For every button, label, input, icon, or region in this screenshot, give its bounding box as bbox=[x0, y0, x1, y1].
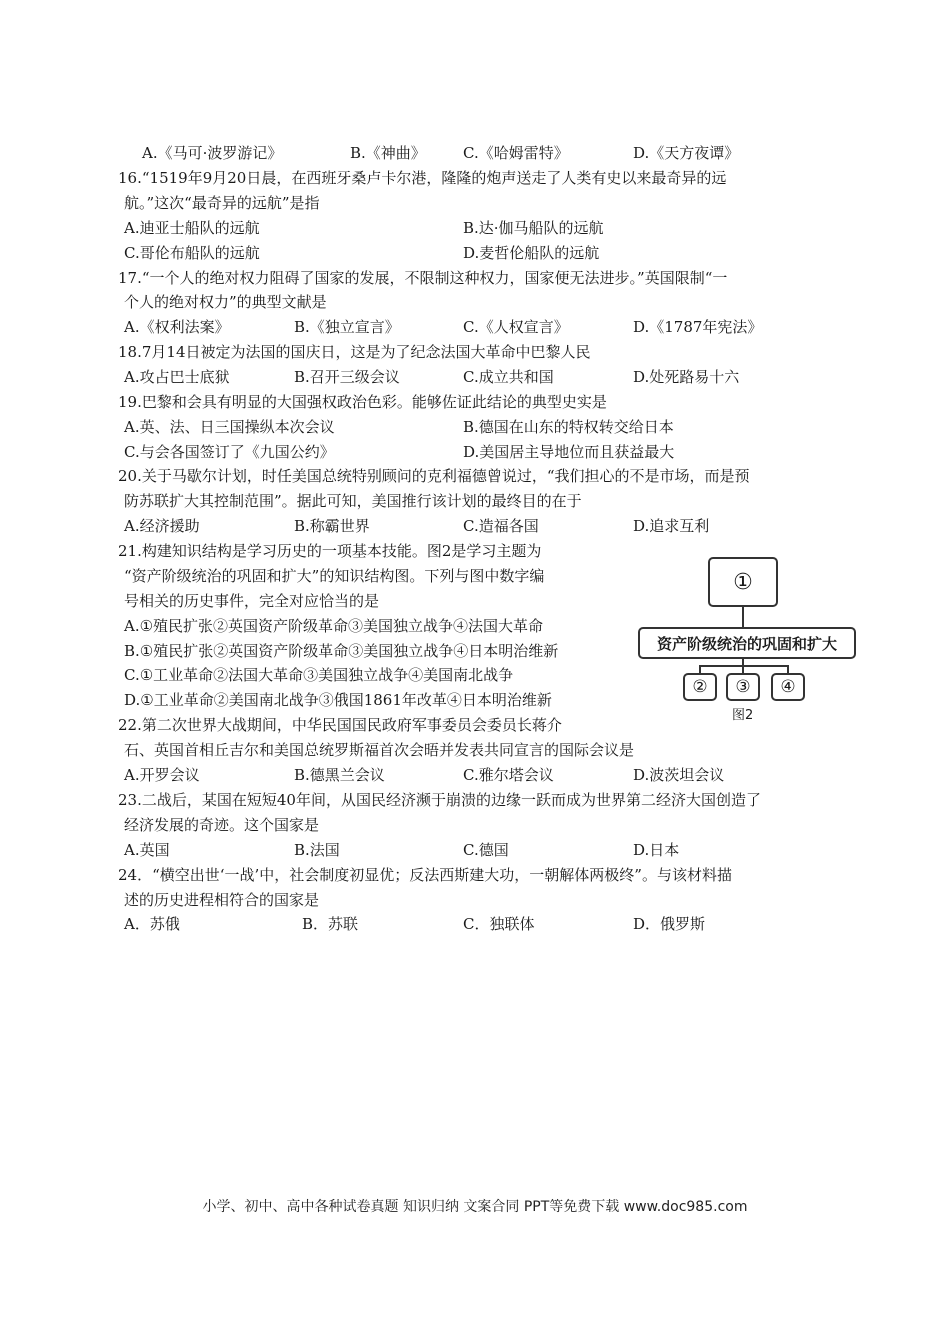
q23-option-d: D.日本 bbox=[633, 841, 680, 859]
figure-connector-middle bbox=[742, 665, 744, 673]
figure-bottom-box-3: ③ bbox=[726, 673, 760, 701]
figure-middle-box: 资产阶级统治的巩固和扩大 bbox=[638, 627, 856, 659]
q23-option-b: B.法国 bbox=[294, 841, 340, 859]
q20-option-a: A.经济援助 bbox=[124, 517, 200, 535]
q24-stem-line2: 述的历史进程相符合的国家是 bbox=[124, 891, 320, 909]
q19-option-b: B.德国在山东的特权转交给日本 bbox=[463, 418, 674, 436]
q22-option-c: C.雅尔塔会议 bbox=[463, 766, 554, 784]
q15-option-a: A.《马可·波罗游记》 bbox=[142, 144, 283, 162]
q23-stem-line2: 经济发展的奇迹。这个国家是 bbox=[124, 816, 320, 834]
q17-option-c: C.《人权宣言》 bbox=[463, 318, 569, 336]
q19-option-d: D.美国居主导地位而且获益最大 bbox=[463, 443, 675, 461]
q15-option-c: C.《哈姆雷特》 bbox=[463, 144, 569, 162]
q22-stem-line1: 22.第二次世界大战期间，中华民国国民政府军事委员会委员长蒋介 bbox=[118, 716, 562, 734]
figure-connector-horizontal bbox=[699, 665, 789, 667]
figure-connector-top bbox=[742, 607, 744, 627]
q20-stem-line1: 20.关于马歇尔计划，时任美国总统特别顾问的克利福德曾说过，“我们担心的不是市场，而是预 bbox=[118, 467, 750, 485]
figure-bottom-box-2: ② bbox=[683, 673, 717, 701]
q16-option-a: A.迪亚士船队的远航 bbox=[124, 219, 260, 237]
q24-option-c: C．独联体 bbox=[463, 915, 535, 933]
q22-option-a: A.开罗会议 bbox=[124, 766, 200, 784]
q15-option-b: B.《神曲》 bbox=[350, 144, 426, 162]
q18-option-a: A.攻占巴士底狱 bbox=[124, 368, 230, 386]
q21-option-d: D.①工业革命②美国南北战争③俄国1861年改革④日本明治维新 bbox=[124, 691, 552, 709]
q22-option-b: B.德黑兰会议 bbox=[294, 766, 385, 784]
q20-option-b: B.称霸世界 bbox=[294, 517, 370, 535]
q24-option-d: D．俄罗斯 bbox=[633, 915, 706, 933]
q22-stem-line2: 石、英国首相丘吉尔和美国总统罗斯福首次会晤并发表共同宣言的国际会议是 bbox=[124, 741, 635, 759]
q18-option-d: D.处死路易十六 bbox=[633, 368, 740, 386]
q21-stem-line1: 21.构建知识结构是学习历史的一项基本技能。图2是学习主题为 bbox=[118, 542, 542, 560]
q18-option-c: C.成立共和国 bbox=[463, 368, 554, 386]
q23-stem-line1: 23.二战后，某国在短短40年间，从国民经济濒于崩溃的边缘一跃而成为世界第二经济大国创造了 bbox=[118, 791, 761, 809]
q16-stem-line2: 航。”这次“最奇异的远航”是指 bbox=[124, 194, 320, 212]
q16-stem-line1: 16.“1519年9月20日晨，在西班牙桑卢卡尔港，隆隆的炮声送走了人类有史以来最奇异的远 bbox=[118, 169, 727, 187]
q20-stem-line2: 防苏联扩大其控制范围”。据此可知，美国推行该计划的最终目的在于 bbox=[124, 492, 582, 510]
q18-option-b: B.召开三级会议 bbox=[294, 368, 400, 386]
q21-option-b: B.①殖民扩张②英国资产阶级革命③美国独立战争④日本明治维新 bbox=[124, 642, 559, 660]
q19-stem-line1: 19.巴黎和会具有明显的大国强权政治色彩。能够佐证此结论的典型史实是 bbox=[118, 393, 607, 411]
q21-option-c: C.①工业革命②法国大革命③美国独立战争④美国南北战争 bbox=[124, 666, 514, 684]
q23-option-c: C.德国 bbox=[463, 841, 509, 859]
q19-option-a: A.英、法、日三国操纵本次会议 bbox=[124, 418, 335, 436]
q19-option-c: C.与会各国签订了《九国公约》 bbox=[124, 443, 335, 461]
q18-stem-line1: 18.7月14日被定为法国的国庆日，这是为了纪念法国大革命中巴黎人民 bbox=[118, 343, 591, 361]
figure-bottom-box-4: ④ bbox=[771, 673, 805, 701]
q17-option-b: B.《独立宣言》 bbox=[294, 318, 400, 336]
figure-connector-left bbox=[699, 665, 701, 673]
q15-option-d: D.《天方夜谭》 bbox=[633, 144, 740, 162]
q16-option-c: C.哥伦布船队的远航 bbox=[124, 244, 260, 262]
figure-caption: 图2 bbox=[732, 708, 754, 723]
q21-option-a: A.①殖民扩张②英国资产阶级革命③美国独立战争④法国大革命 bbox=[124, 617, 544, 635]
knowledge-structure-figure bbox=[636, 553, 858, 723]
q16-option-d: D.麦哲伦船队的远航 bbox=[463, 244, 600, 262]
q21-stem-line3: 号相关的历史事件，完全对应恰当的是 bbox=[124, 592, 380, 610]
q23-option-a: A.英国 bbox=[124, 841, 170, 859]
figure-connector-right bbox=[787, 665, 789, 673]
q17-option-a: A.《权利法案》 bbox=[124, 318, 230, 336]
q24-option-a: A．苏俄 bbox=[124, 915, 180, 933]
q20-option-c: C.造福各国 bbox=[463, 517, 539, 535]
q17-option-d: D.《1787年宪法》 bbox=[633, 318, 763, 336]
q24-option-b: B．苏联 bbox=[302, 915, 359, 933]
q20-option-d: D.追求互利 bbox=[633, 517, 710, 535]
page-footer: 小学、初中、高中各种试卷真题 知识归纳 文案合同 PPT等免费下载 www.doc985.com bbox=[202, 1199, 748, 1215]
q24-stem-line1: 24．“横空出世‘一战’中，社会制度初显优；反法西斯建大功，一朝解体两极终”。与该材料描 bbox=[118, 866, 732, 884]
q17-stem-line1: 17.“一个人的绝对权力阻碍了国家的发展，不限制这种权力，国家便无法进步。”英国限制“一 bbox=[118, 269, 728, 287]
q16-option-b: B.达·伽马船队的远航 bbox=[463, 219, 604, 237]
figure-top-box: ① bbox=[708, 557, 778, 607]
q17-stem-line2: 个人的绝对权力”的典型文献是 bbox=[124, 293, 327, 311]
q22-option-d: D.波茨坦会议 bbox=[633, 766, 725, 784]
q21-stem-line2: “资产阶级统治的巩固和扩大”的知识结构图。下列与图中数字编 bbox=[124, 567, 545, 585]
